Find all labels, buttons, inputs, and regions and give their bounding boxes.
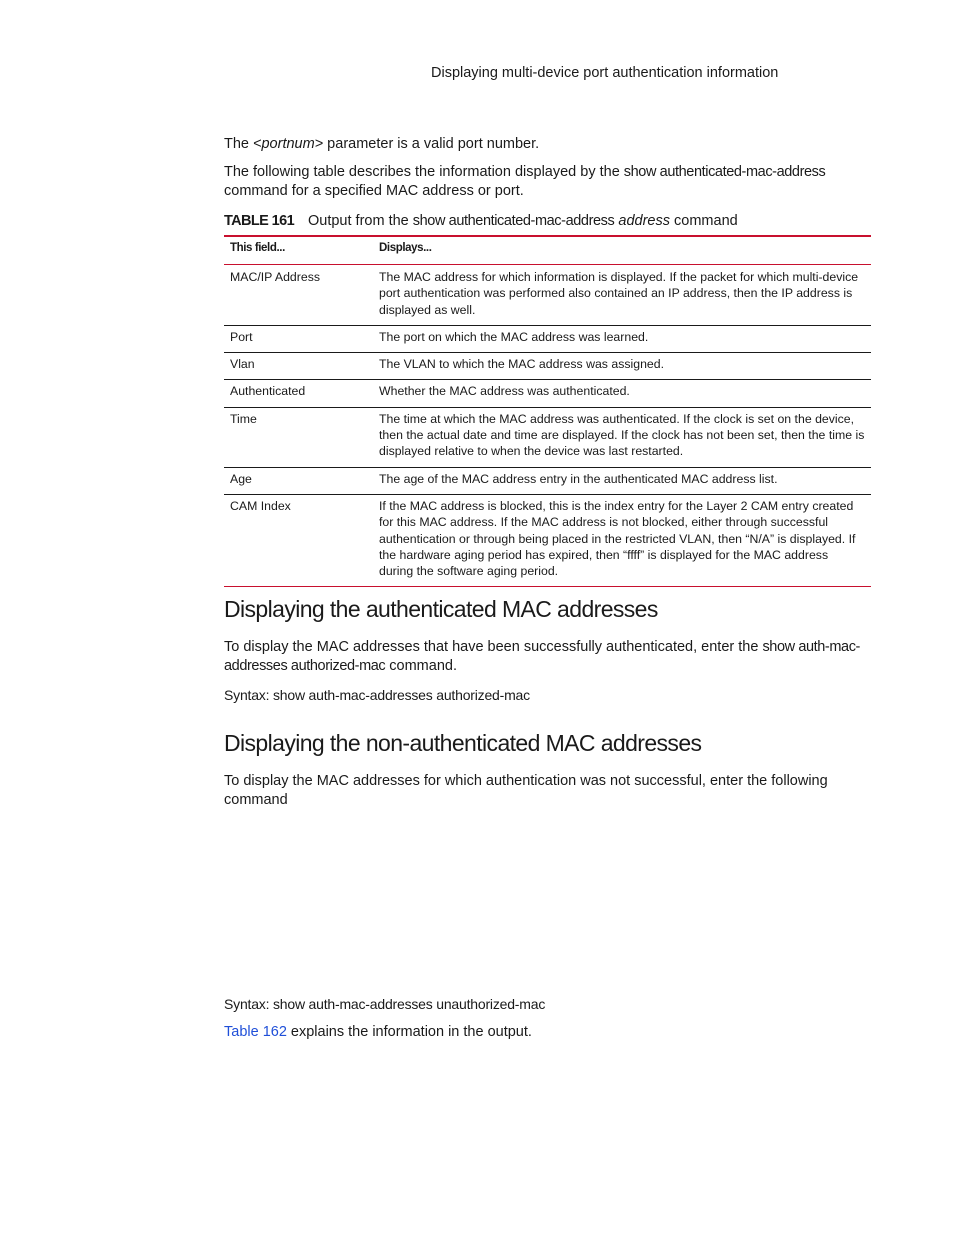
caption-command: show authenticated-mac-address <box>412 213 615 229</box>
table-caption <box>224 213 738 229</box>
field-name: Age <box>224 467 373 494</box>
table-intro-paragraph <box>224 163 864 201</box>
section1-body <box>224 638 864 676</box>
caption-text: Output from the <box>308 213 413 229</box>
table-row <box>224 467 871 494</box>
field-name: MAC/IP Address <box>224 265 373 326</box>
table-row <box>224 265 871 326</box>
section2-body: To display the MAC addresses for which authentication was not successful, enter the following command <box>224 773 828 808</box>
command-name: show auth-mac-addresses authorized-mac <box>224 639 860 674</box>
field-name: Vlan <box>224 353 373 380</box>
table-162-link[interactable]: Table 162 <box>224 1024 287 1040</box>
caption-text: command <box>670 213 738 229</box>
field-description: The age of the MAC address entry in the authenticated MAC address list. <box>373 467 871 494</box>
table-row <box>224 380 871 407</box>
text: To display the MAC addresses that have been successfully authenticated, enter the <box>224 639 763 655</box>
field-description: The time at which the MAC address was authenticated. If the clock is set on the device, then the actual date and time are displayed. If the clock has not been set, then the time is displayed relative to when the device was last restarted. <box>373 407 871 467</box>
field-name: Time <box>224 407 373 467</box>
output-fields-table <box>224 235 871 587</box>
field-description: If the MAC address is blocked, this is the index entry for the Layer 2 CAM entry created for this MAC address. If the MAC address is not blocked, either through successful authentication or through being placed in the restricted VLAN, then “N/A” is displayed. If the hardware aging period has expired, then “ffff” is displayed for the MAC address during the software aging period. <box>373 494 871 586</box>
table-row <box>224 494 871 586</box>
field-description: The port on which the MAC address was learned. <box>373 325 871 352</box>
text: The following table describes the information displayed by the <box>224 164 624 180</box>
table-label: TABLE 161 <box>224 213 295 229</box>
running-header: Displaying multi-device port authentication information <box>431 65 779 81</box>
field-name: CAM Index <box>224 494 373 586</box>
text: parameter is a valid port number. <box>323 136 540 152</box>
caption-arg: address <box>618 213 670 229</box>
field-description: Whether the MAC address was authenticated. <box>373 380 871 407</box>
text: The <box>224 136 254 152</box>
table-row <box>224 353 871 380</box>
column-header-field: This field... <box>224 236 373 265</box>
field-description: The MAC address for which information is displayed. If the packet for which multi-device port authentication was performed also contained an IP address, then the IP address is displayed as well. <box>373 265 871 326</box>
table-row <box>224 325 871 352</box>
field-name: Port <box>224 325 373 352</box>
text: command. <box>385 658 457 674</box>
field-description: The VLAN to which the MAC address was assigned. <box>373 353 871 380</box>
section-heading-authenticated: Displaying the authenticated MAC addresses <box>224 596 658 622</box>
table-reference-paragraph <box>224 1023 864 1042</box>
syntax-unauthorized: Syntax: show auth-mac-addresses unauthorized-mac <box>224 996 546 1012</box>
column-header-displays: Displays... <box>373 236 871 265</box>
section-heading-non-authenticated: Displaying the non-authenticated MAC addresses <box>224 730 702 756</box>
portnum-description <box>224 135 864 154</box>
command-name: show authenticated-mac-address <box>623 164 826 180</box>
syntax-authorized: Syntax: show auth-mac-addresses authorized-mac <box>224 687 530 703</box>
text: explains the information in the output. <box>286 1024 532 1040</box>
table-row <box>224 407 871 467</box>
text: command for a specified MAC address or port. <box>224 183 524 199</box>
portnum-param: <portnum> <box>253 136 324 152</box>
table-header-row <box>224 236 871 265</box>
field-name: Authenticated <box>224 380 373 407</box>
